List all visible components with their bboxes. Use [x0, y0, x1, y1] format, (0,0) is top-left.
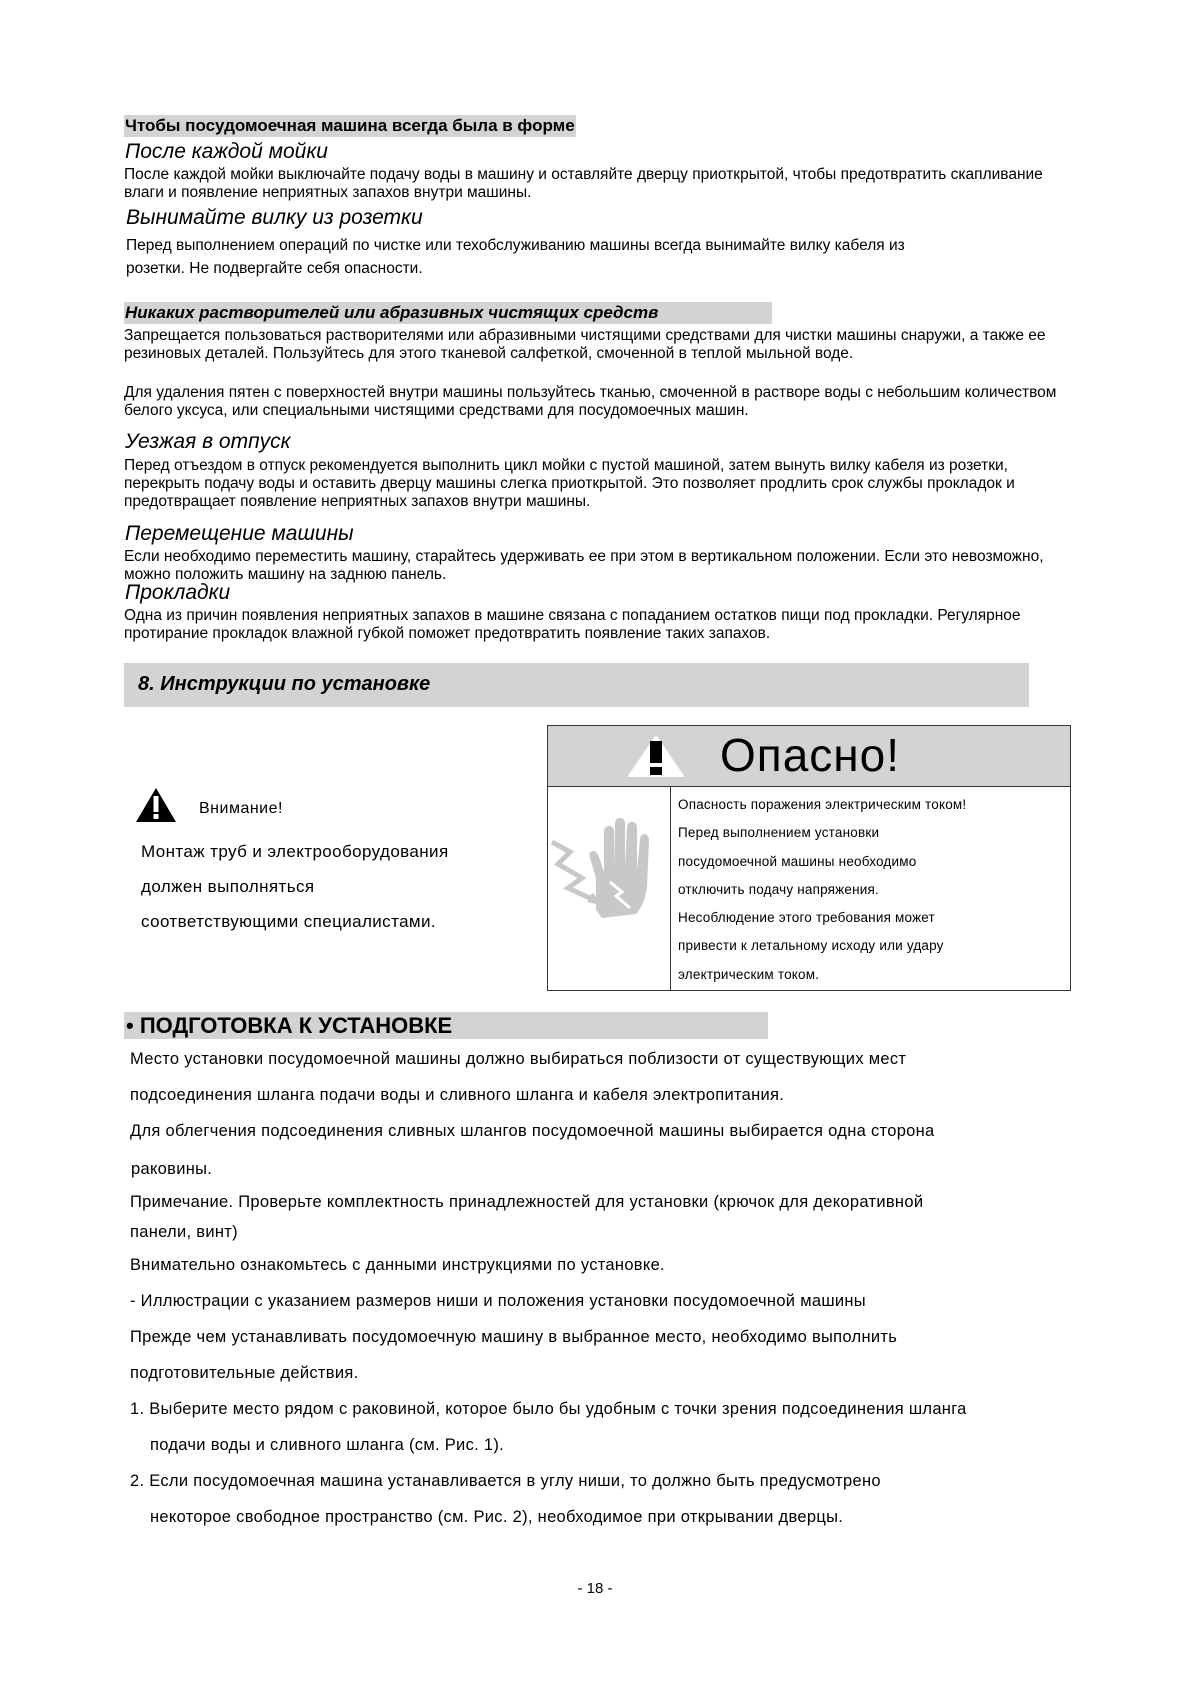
plug-title: Вынимайте вилку из розетки: [126, 206, 423, 229]
prep-list-item: 1. Выберите место рядом с раковиной, которое было бы удобным с точки зрения подсоединения шланга: [130, 1400, 967, 1418]
danger-text: [678, 791, 966, 989]
prep-line: Внимательно ознакомьтесь с данными инструкциями по установке.: [130, 1256, 665, 1274]
vacation-text: Перед отъездом в отпуск рекомендуется выполнить цикл мойки с пустой машиной, затем вынуть вилку кабеля из розетки, перекрыть подачу воды и оставить дверцу машины слегка приоткрытой. Это позволяет продлить срок службы прокладок и предотвращает появление неприятных запахов внутри машины.: [124, 457, 1015, 510]
danger-box: [547, 725, 1071, 991]
danger-title: Опасно!: [720, 729, 901, 781]
danger-line: Перед выполнением установки: [678, 825, 880, 841]
prep-line: подготовительные действия.: [130, 1364, 359, 1382]
danger-divider: [670, 786, 671, 990]
section-8-title: 8. Инструкции по установке: [138, 673, 431, 695]
attention-line: должен выполняться: [141, 877, 315, 896]
prep-line: Примечание. Проверьте комплектность принадлежностей для установки (крючок для декоративной: [130, 1193, 924, 1211]
prep-list-item: 2. Если посудомоечная машина устанавливается в углу ниши, то должно быть предусмотрено: [130, 1472, 881, 1490]
page-number: - 18 -: [577, 1580, 613, 1597]
prep-list-item-cont: подачи воды и сливного шланга (см. Рис. 1).: [150, 1436, 505, 1454]
solvents-text-1: Запрещается пользоваться растворителями или абразивными чистящими средствами для чистки машины снаружи, а также ее резиновых деталей. Пользуйтесь для этого тканевой салфеткой, смоченной в теплой мыльной воде.: [124, 327, 1046, 362]
solvents-text-2: Для удаления пятен с поверхностей внутри машины пользуйтесь тканью, смоченной в растворе воды с небольшим количеством белого уксуса, или специальными чистящими средствами для посудомоечных машин.: [124, 384, 1057, 419]
prep-line: - Иллюстрации с указанием размеров ниши и положения установки посудомоечной машины: [130, 1292, 866, 1310]
after-wash-text: После каждой мойки выключайте подачу воды в машину и оставляйте дверцу приоткрытой, чтобы предотвратить скапливание влаги и появление неприятных запахов внутри машины.: [124, 166, 1043, 201]
prep-heading: • ПОДГОТОВКА К УСТАНОВКЕ: [126, 1013, 453, 1038]
attention-label: Внимание!: [199, 800, 283, 817]
prep-line: Место установки посудомоечной машины должно выбираться поблизости от существующих мест: [130, 1050, 907, 1068]
prep-line: раковины.: [131, 1160, 213, 1178]
danger-line: Несоблюдение этого требования может: [678, 910, 935, 926]
danger-line: Опасность поражения электрическим током!: [678, 797, 967, 812]
danger-header: [548, 726, 1070, 787]
warning-triangle-icon: [135, 787, 177, 828]
moving-text: Если необходимо переместить машину, старайтесь удерживать ее при этом в вертикальном положении. Если это невозможно, можно положить машину на заднюю панель.: [124, 548, 1044, 583]
prep-line: подсоединения шланга подачи воды и сливного шланга и кабеля электропитания.: [130, 1086, 785, 1104]
care-heading: Чтобы посудомоечная машина всегда была в форме: [125, 116, 575, 135]
prep-line: Для облегчения подсоединения сливных шлангов посудомоечной машины выбирается одна сторона: [130, 1122, 935, 1140]
vacation-title: Уезжая в отпуск: [125, 430, 291, 453]
plug-line-2: розетки. Не подвергайте себя опасности.: [126, 260, 423, 277]
prep-line: панели, винт): [130, 1223, 238, 1241]
moving-title: Перемещение машины: [125, 522, 354, 545]
attention-text: [141, 834, 449, 939]
prep-line: Прежде чем устанавливать посудомоечную машину в выбранное место, необходимо выполнить: [130, 1328, 898, 1346]
electric-shock-hand-icon: [548, 818, 670, 933]
attention-line: Монтаж труб и электрооборудования: [141, 842, 449, 861]
plug-line-1: Перед выполнением операций по чистке или техобслуживанию машины всегда вынимайте вилку кабеля из: [126, 237, 905, 254]
danger-line: посудомоечной машины необходимо: [678, 853, 917, 869]
after-wash-title: После каждой мойки: [125, 140, 328, 163]
danger-line: отключить подачу напряжения.: [678, 881, 879, 897]
prep-list-item-cont: некоторое свободное пространство (см. Рис. 2), необходимое при открывании дверцы.: [150, 1508, 844, 1526]
section-8-bar: [124, 663, 1029, 707]
gaskets-text: Одна из причин появления неприятных запахов в машине связана с попаданием остатков пищи под прокладки. Регулярное протирание прокладок влажной губкой поможет предотвратить появление таких запахов.: [124, 607, 1021, 642]
danger-triangle-icon: [627, 735, 685, 782]
attention-line: соответствующими специалистами.: [141, 912, 437, 931]
solvents-heading: Никаких растворителей или абразивных чистящих средств: [124, 302, 772, 324]
gaskets-title: Прокладки: [125, 581, 231, 604]
prep-heading-bar: [124, 1012, 768, 1039]
danger-line: электрическим током.: [678, 966, 820, 982]
danger-line: привести к летальному исходу или удару: [678, 938, 944, 954]
